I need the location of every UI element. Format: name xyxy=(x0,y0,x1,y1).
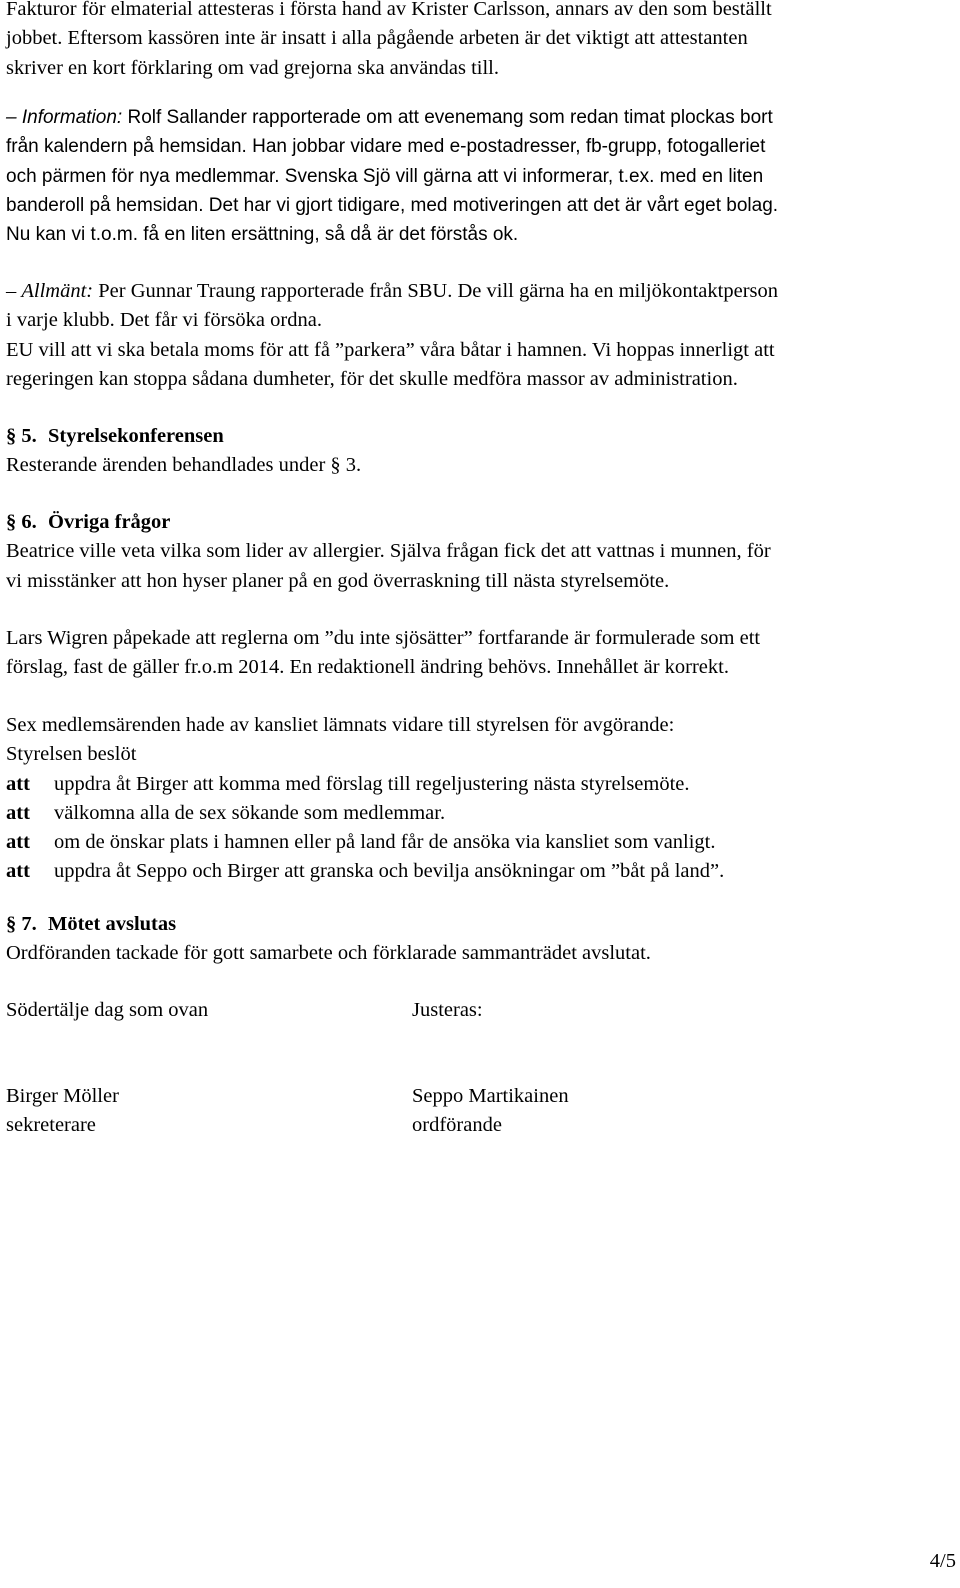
information-line: Nu kan vi t.o.m. få en liten ersättning, så då är det förstås ok. xyxy=(6,224,519,246)
att-word: att xyxy=(6,831,30,854)
intro-line: jobbet. Eftersom kassören inte är insatt i alla pågående arbeten är det viktigt att attestanten xyxy=(6,27,748,50)
signature-left-name: Birger Möller xyxy=(6,1085,119,1107)
signature-justeras: Justeras: xyxy=(412,999,483,1021)
decision-text: om de önskar plats i hamnen eller på land får de ansöka via kansliet som vanligt. xyxy=(54,831,716,854)
allmant-line: EU vill att vi ska betala moms för att få ”parkera” våra båtar i hamnen. Vi hoppas innerligt att xyxy=(6,338,775,361)
allmant-dash: – xyxy=(6,280,17,302)
information-line: banderoll på hemsidan. Det har vi gjort tidigare, med motiveringen att det är vårt eget bolag. xyxy=(6,194,779,216)
att-word: att xyxy=(6,860,30,883)
section-6-lars-paragraph xyxy=(6,624,956,683)
signature-right-role: ordförande xyxy=(412,1114,502,1137)
decision-item xyxy=(6,770,956,799)
signature-right xyxy=(412,1082,569,1141)
signature-left xyxy=(6,1082,119,1141)
intro-line: Fakturor för elmaterial attesteras i första hand av Krister Carlsson, annars av den som beställt xyxy=(6,0,772,20)
section-title: Övriga frågor xyxy=(48,511,171,533)
information-text: Rolf Sallander rapporterade om att evenemang som redan timat plockas bort xyxy=(122,107,773,128)
section-6 xyxy=(6,508,956,596)
section-title: Styrelsekonferensen xyxy=(48,425,224,447)
section-6-decisions xyxy=(6,711,956,887)
intro-paragraph xyxy=(6,0,956,83)
section-5 xyxy=(6,422,956,481)
section-text: Beatrice ville veta vilka som lider av allergier. Själva frågan fick det att vattnas i munnen, för xyxy=(6,540,771,563)
section-text: Lars Wigren påpekade att reglerna om ”du inte sjösätter” fortfarande är formulerade som ett xyxy=(6,627,761,649)
information-line: och pärmen för nya medlemmar. Svenska Sjö vill gärna att vi informerar, t.ex. med en liten xyxy=(6,165,764,187)
signature-left-role: sekreterare xyxy=(6,1114,96,1137)
section-number: § 6. xyxy=(6,511,37,533)
decision-text: välkomna alla de sex sökande som medlemmar. xyxy=(54,801,446,824)
decision-item xyxy=(6,799,956,828)
section-number: § 7. xyxy=(6,913,37,935)
section-text: vi misstänker att hon hyser planer på en god överraskning till nästa styrelsemöte. xyxy=(6,569,670,592)
allmant-paragraph xyxy=(6,277,956,394)
page-number: 4/5 xyxy=(929,1550,956,1572)
information-dash: – xyxy=(6,107,17,128)
information-line xyxy=(6,103,956,132)
section-text: Sex medlemsärenden hade av kansliet lämnats vidare till styrelsen för avgörande: xyxy=(6,714,675,736)
information-line: från kalendern på hemsidan. Han jobbar vidare med e-postadresser, fb-grupp, fotogalleriet xyxy=(6,136,766,158)
decision-text: uppdra åt Birger att komma med förslag till regeljustering nästa styrelsemöte. xyxy=(54,772,690,795)
section-text: Resterande ärenden behandlades under § 3. xyxy=(6,454,362,477)
section-text: förslag, fast de gäller fr.o.m 2014. En redaktionell ändring behövs. Innehållet är korrekt. xyxy=(6,656,729,679)
section-heading xyxy=(6,910,956,939)
att-word: att xyxy=(6,801,30,824)
information-label: Information: xyxy=(21,107,123,128)
allmant-line xyxy=(6,277,956,306)
section-title: Mötet avslutas xyxy=(48,913,177,935)
allmant-text: Per Gunnar Traung rapporterade från SBU. De vill gärna ha en miljökontaktperson xyxy=(93,280,779,302)
att-word: att xyxy=(6,772,30,795)
section-number: § 5. xyxy=(6,425,37,447)
decision-item xyxy=(6,828,956,857)
signature-place: Södertälje dag som ovan xyxy=(6,999,209,1021)
signature-right-name: Seppo Martikainen xyxy=(412,1085,569,1107)
section-heading xyxy=(6,508,956,537)
section-text: Styrelsen beslöt xyxy=(6,743,137,766)
allmant-line: i varje klubb. Det får vi försöka ordna. xyxy=(6,309,322,332)
allmant-line: regeringen kan stoppa sådana dumheter, för det skulle medföra massor av administration. xyxy=(6,367,738,390)
allmant-label: Allmänt: xyxy=(21,280,94,302)
section-heading xyxy=(6,422,956,451)
decision-item xyxy=(6,857,956,886)
decision-text: uppdra åt Seppo och Birger att granska och bevilja ansökningar om ”båt på land”. xyxy=(54,860,725,883)
information-paragraph xyxy=(6,103,956,249)
section-7 xyxy=(6,910,956,969)
section-text: Ordföranden tackade för gott samarbete och förklarade sammanträdet avslutat. xyxy=(6,942,651,965)
intro-line: skriver en kort förklaring om vad grejorna ska användas till. xyxy=(6,56,499,79)
